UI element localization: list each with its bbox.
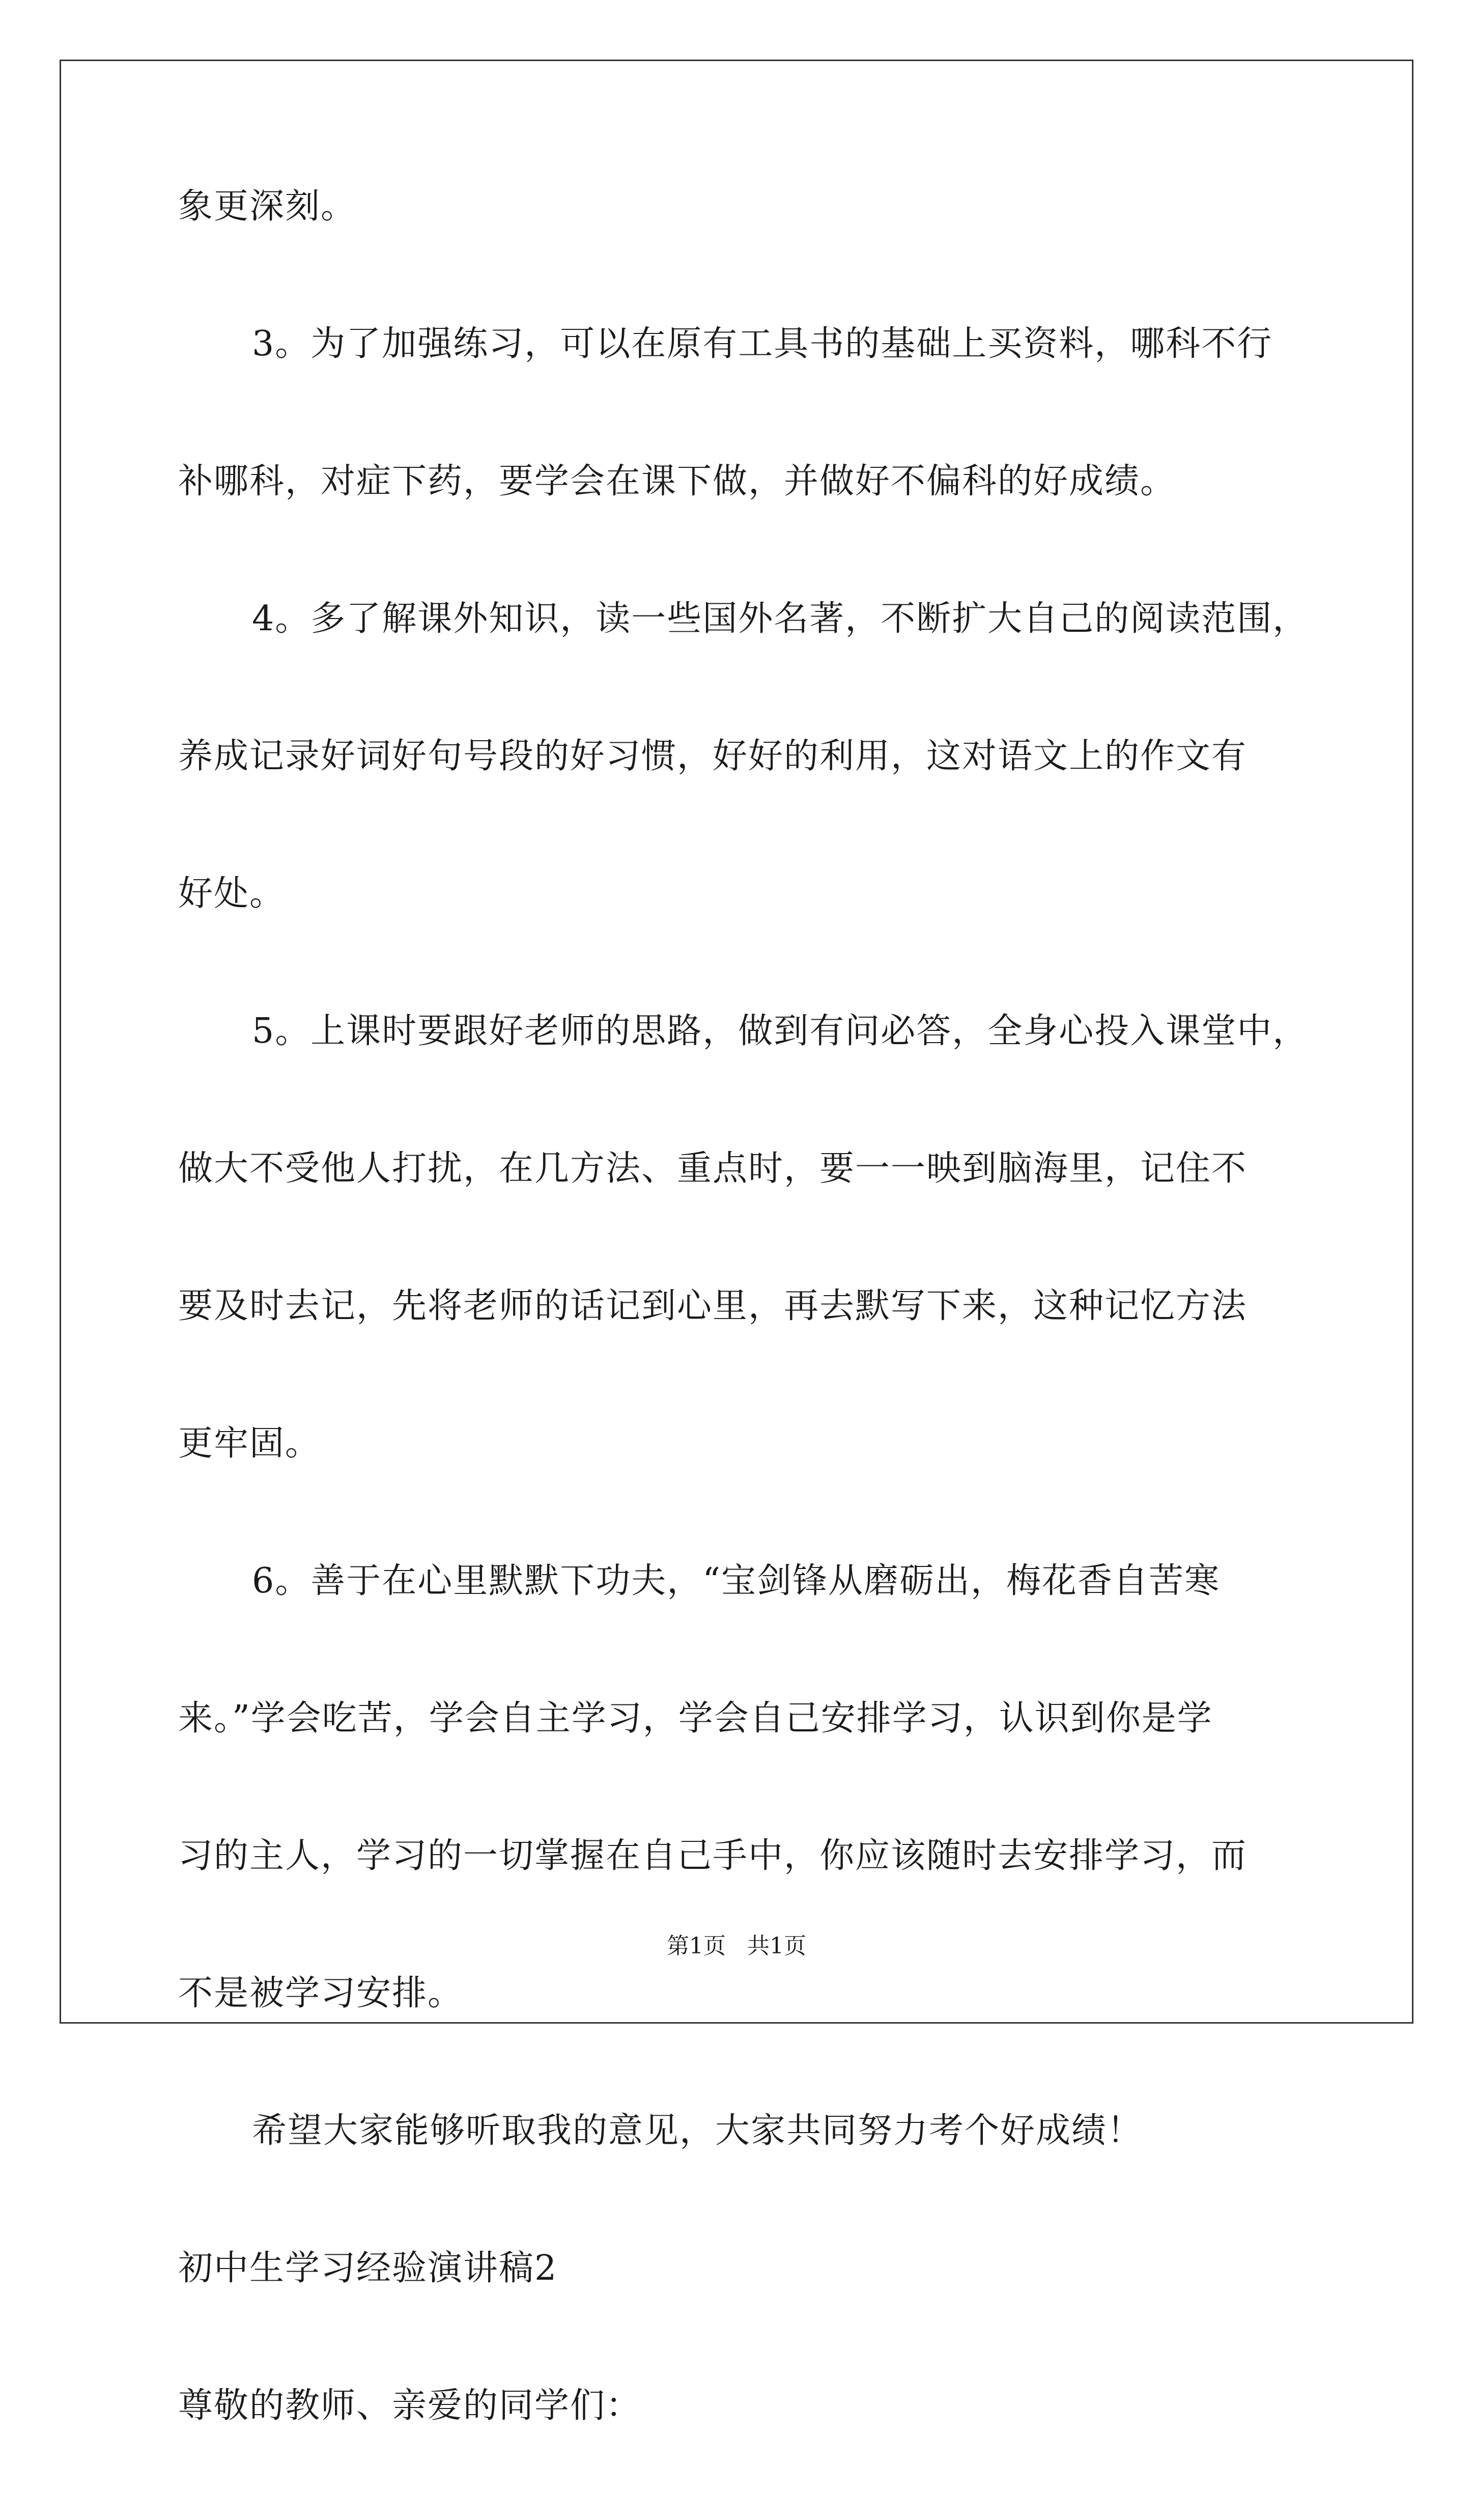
document-body [178, 183, 1309, 2520]
text-line: 不是被学习安排。 [178, 1973, 464, 2013]
text-line: 好处。 [178, 874, 286, 914]
text-line: 补哪科，对症下药，要学会在课下做，并做好不偏科的好成绩。 [178, 461, 1176, 501]
text-line: 4。多了解课外知识，读一些国外名著，不断扩大自己的阅读范围， [252, 599, 1309, 639]
text-line: 希望大家能够听取我的意见，大家共同努力考个好成绩！ [252, 2111, 1143, 2151]
text-line: 象更深刻。 [178, 186, 357, 227]
text-line: 5。上课时要跟好老师的思路，做到有问必答，全身心投入课堂中， [252, 1011, 1309, 1051]
page-number: 第1页 [667, 1933, 726, 1959]
page-footer [0, 1932, 1473, 1961]
section-title: 初中生学习经验演讲稿2 [178, 2248, 558, 2288]
text-line: 6。善于在心里默默下功夫，“宝剑锋从磨砺出，梅花香自苦寒 [252, 1561, 1221, 1601]
text-line: 要及时去记，先将老师的话记到心里，再去默写下来，这种记忆方法 [178, 1286, 1248, 1326]
text-line: 来。”学会吃苦，学会自主学习，学会自己安排学习，认识到你是学 [178, 1698, 1213, 1739]
salutation: 尊敬的教师、亲爱的同学们： [178, 2386, 642, 2426]
text-line: 养成记录好词好句号段的好习惯，好好的利用，这对语文上的作文有 [178, 736, 1248, 776]
text-line: 更牢固。 [178, 1423, 321, 1464]
text-line: 习的主人，学习的一切掌握在自己手中，你应该随时去安排学习，而 [178, 1836, 1248, 1876]
text-line: 3。为了加强练习，可以在原有工具书的基础上买资料，哪科不行 [252, 324, 1273, 364]
page-total: 共1页 [747, 1933, 806, 1959]
text-line: 做大不受他人打扰，在几方法、重点时，要一一映到脑海里，记住不 [178, 1149, 1248, 1189]
